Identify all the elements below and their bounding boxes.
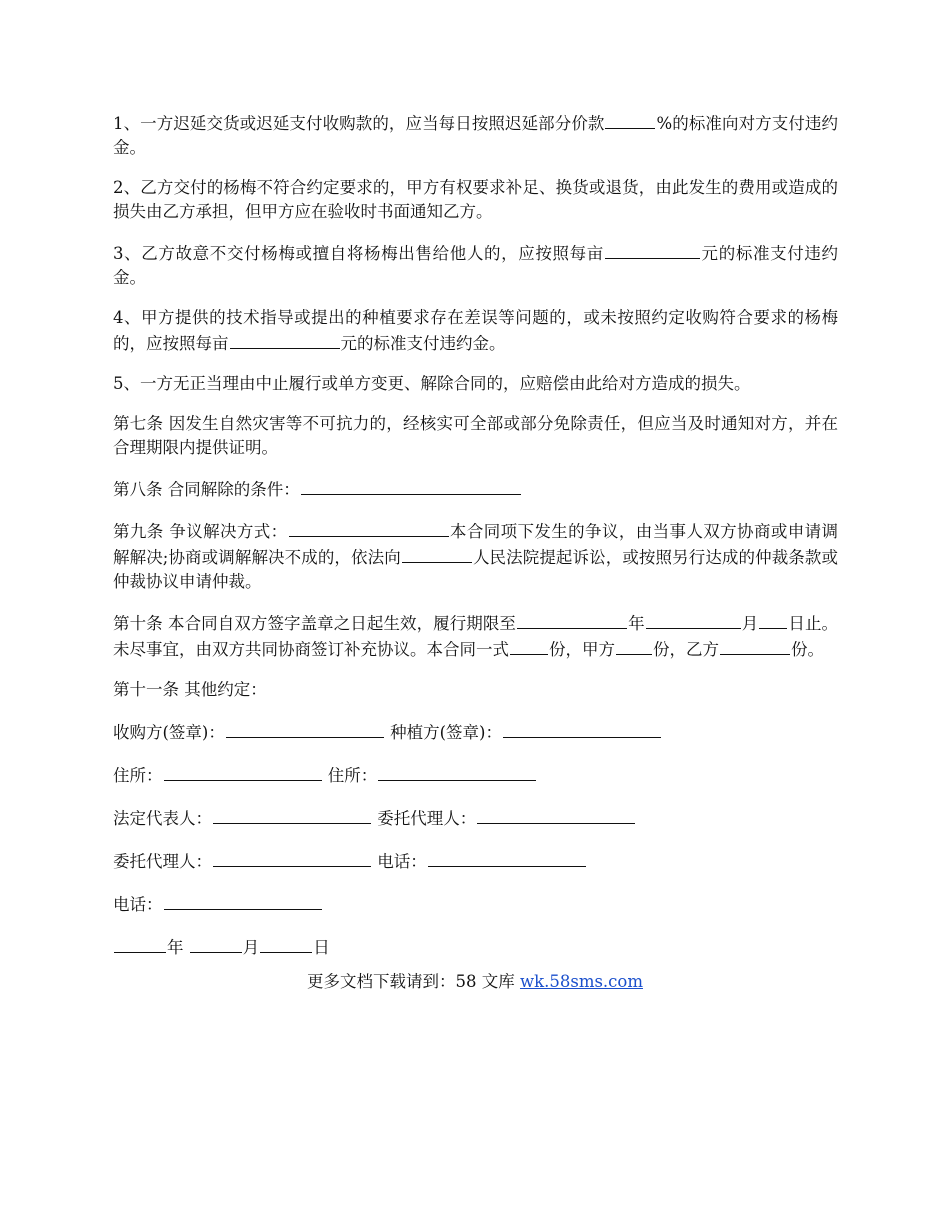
- clause-text: 元的标准支付违约金。: [113, 244, 839, 287]
- clause-text: 5、一方无正当理由中止履行或单方变更、解除合同的，应赔偿由此给对方造成的损失。: [113, 374, 751, 393]
- blank-field: [510, 636, 548, 655]
- buyer-sign-label: 收购方(签章)：: [113, 723, 225, 742]
- buyer-sign-blank: [226, 719, 384, 738]
- clause-text: 月: [741, 614, 759, 633]
- month-blank: [190, 934, 242, 953]
- article-8: [113, 476, 838, 502]
- blank-field: [301, 476, 521, 495]
- clause-item-1: [113, 110, 838, 160]
- signature-row-1: [113, 719, 838, 745]
- blank-field: [605, 240, 700, 259]
- clause-text: 份，乙方: [653, 640, 719, 659]
- clause-text: %的标准向对方支付违约金。: [113, 114, 838, 157]
- clause-item-5: [113, 372, 838, 396]
- signature-row-5: [113, 891, 838, 917]
- clause-item-4: [113, 306, 838, 356]
- clause-item-3: [113, 240, 838, 290]
- blank-field: [759, 610, 787, 629]
- blank-field: [517, 610, 627, 629]
- contract-page: [113, 110, 838, 977]
- clause-text: 第八条 合同解除的条件：: [113, 480, 300, 499]
- clause-text: 份，甲方: [549, 640, 615, 659]
- clause-item-2: [113, 176, 838, 224]
- clause-text: 份。: [791, 640, 824, 659]
- blank-field: [616, 636, 652, 655]
- clause-text: 年: [628, 614, 645, 633]
- clause-text: 1、一方迟延交货或迟延支付收购款的，应当每日按照迟延部分价款: [113, 114, 605, 133]
- signature-row-3: [113, 805, 838, 831]
- footer-link[interactable]: wk.58sms.com: [519, 972, 643, 991]
- clause-text: 3、乙方故意不交付杨梅或擅自将杨梅出售给他人的，应按照每亩: [113, 244, 604, 263]
- article-11: [113, 678, 838, 702]
- signature-row-4: [113, 848, 838, 874]
- address-label: 住所：: [113, 766, 163, 785]
- clause-text: 第九条 争议解决方式：: [113, 522, 288, 541]
- footer-text: 更多文档下载请到：58 文库: [306, 972, 520, 991]
- clause-text: 本合同项下发生的争议，由当事人双方协商或申请调解解决;协商或调解解决不成的，依法向: [113, 522, 839, 567]
- year-blank: [114, 934, 166, 953]
- address-blank: [164, 762, 322, 781]
- signature-row-2: [113, 762, 838, 788]
- address-label: 住所：: [327, 766, 378, 785]
- phone-blank: [428, 848, 586, 867]
- clause-text: 4、甲方提供的技术指导或提出的种植要求存在差误等问题的，或未按照约定收购符合要求的杨梅的，应按照每亩: [113, 308, 838, 353]
- date-row: [113, 934, 838, 960]
- clause-text: 元的标准支付违约金。: [340, 334, 506, 353]
- phone-blank: [164, 891, 322, 910]
- clause-text: 人民法院提起诉讼，或按照另行达成的仲裁条款或仲裁协议申请仲裁。: [113, 548, 839, 591]
- clause-text: 2、乙方交付的杨梅不符合约定要求的，甲方有权要求补足、换货或退货，由此发生的费用或造成的损失由乙方承担，但甲方应在验收时书面通知乙方。: [113, 178, 838, 221]
- agent-label: 委托代理人：: [377, 809, 477, 828]
- blank-field: [605, 110, 655, 129]
- blank-field: [646, 610, 741, 629]
- blank-field: [720, 636, 790, 655]
- article-9: [113, 518, 838, 594]
- agent-label: 委托代理人：: [113, 852, 212, 871]
- blank-field: [289, 518, 449, 537]
- clause-text: 第七条 因发生自然灾害等不可抗力的，经核实可全部或部分免除责任，但应当及时通知对方，并在合理期限内提供证明。: [113, 414, 838, 457]
- day-blank: [260, 934, 312, 953]
- year-label: 年: [167, 938, 184, 957]
- grower-sign-label: 种植方(签章)：: [390, 723, 502, 742]
- agent-blank: [477, 805, 635, 824]
- agent-blank: [213, 848, 371, 867]
- article-10: [113, 610, 838, 662]
- address-blank: [378, 762, 536, 781]
- clause-text: 第十条 本合同自双方签字盖章之日起生效，履行期限至: [113, 614, 517, 633]
- blank-field: [230, 330, 340, 349]
- clause-text: 日止。未尽事宜，由双方共同协商签订补充协议。本合同一式: [113, 614, 839, 659]
- phone-label: 电话：: [113, 895, 163, 914]
- clause-text: 第十一条 其他约定：: [113, 680, 267, 699]
- phone-label: 电话：: [377, 852, 427, 871]
- grower-sign-blank: [503, 719, 661, 738]
- footer: [0, 968, 950, 992]
- month-label: 月: [242, 938, 260, 957]
- legal-rep-label: 法定代表人：: [113, 809, 212, 828]
- blank-field: [402, 544, 472, 563]
- article-7: [113, 412, 838, 460]
- day-label: 日: [313, 938, 330, 957]
- legal-rep-blank: [213, 805, 371, 824]
